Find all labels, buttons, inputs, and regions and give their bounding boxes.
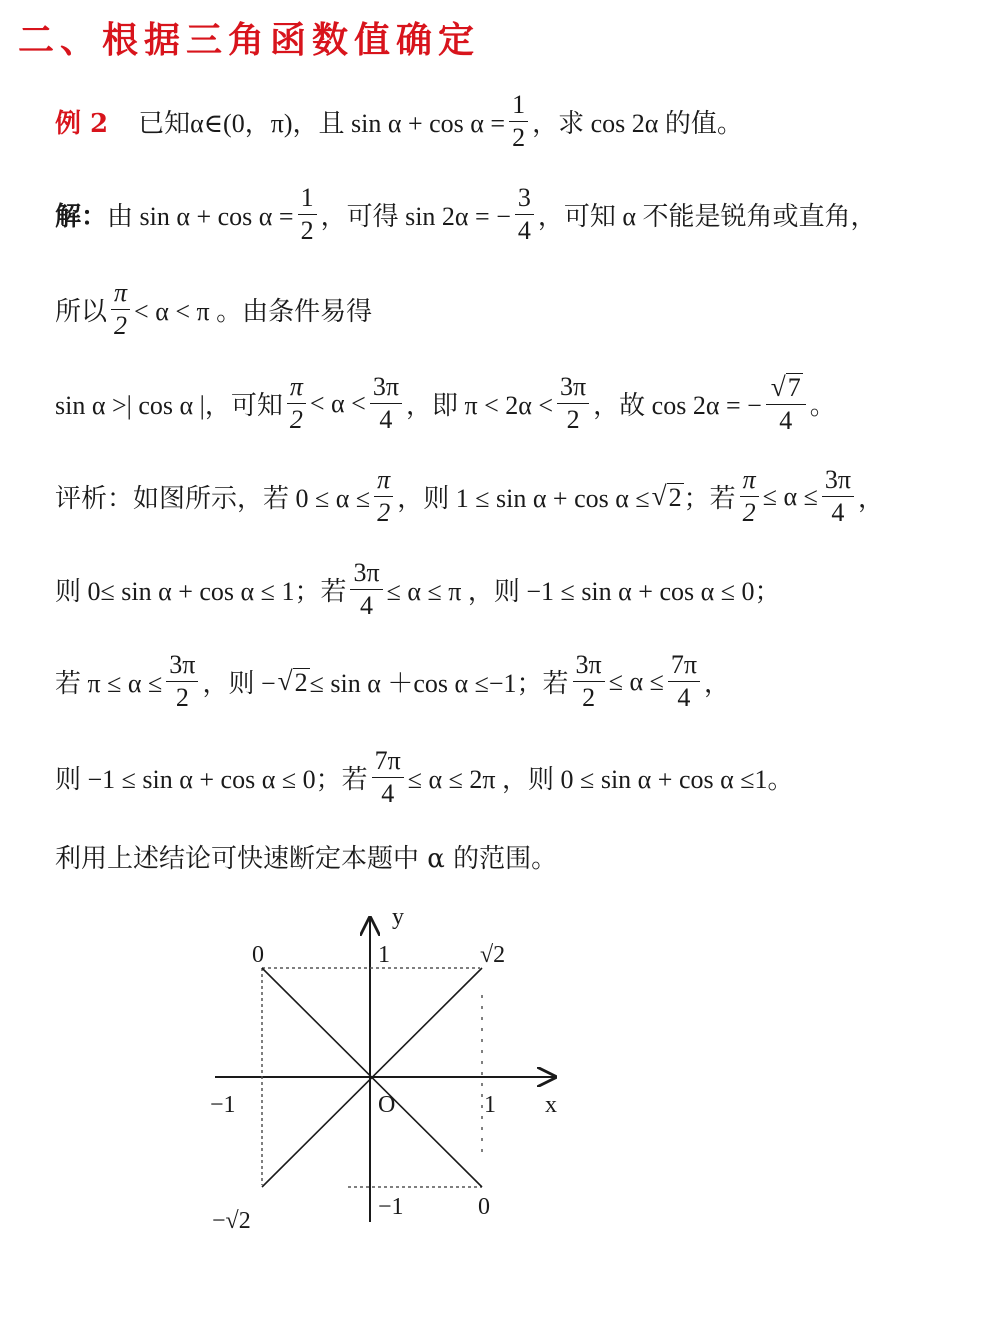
analysis1-text-4: ≤ α ≤ [762,481,818,511]
example-text-3: ，求 cos 2α 的值。 [532,109,743,138]
analysis-line-3 [55,652,730,711]
fraction: $\frac{\pi}{2}$ [287,374,306,433]
analysis-line-4 [55,748,794,807]
example-label: 例 2 [55,109,109,139]
line3-text-1: 所以 [55,297,108,327]
fraction: $\frac{1}{2}$ [509,92,528,151]
fraction: $\frac{1}{2}$ [298,185,317,244]
fraction: $\frac{7\pi}{4}$ [372,748,404,807]
analysis3-text-3: ≤ sin α ＋cos α ≤−1；若 [309,669,569,698]
line3-text-2: < α < π 。由条件易得 [134,297,373,326]
x-axis-label: x [545,1092,557,1118]
example-text-2: α∈(0，π)，且 sin α + cos α = [190,109,506,138]
section-title: 二、根据三角函数值确定 [18,19,481,61]
line4-text-4: ，故 cos 2α = − [593,391,762,420]
fraction: $\frac{3\pi}{4}$ [822,467,854,526]
right-label: 1 [484,1092,496,1118]
line4-text-2: < α < [309,388,366,418]
analysis3-text-5: ， [704,669,731,698]
analysis3-text-4: ≤ α ≤ [608,666,664,696]
line4-text-5: 。 [809,391,836,420]
fraction: $\frac{\pi}{2}$ [740,467,759,526]
top-left-label: 0 [252,942,264,968]
left-label: −1 [210,1092,236,1118]
fraction-sqrt: √ 7 4 [766,373,806,434]
analysis1-text-1: 评析：如图所示，若 0 ≤ α ≤ [55,484,371,513]
analysis1-text-2: ，则 1 ≤ sin α + cos α ≤ [397,484,650,513]
solution-text-3: ，可知 α 不能是锐角或直角， [537,202,877,231]
line4-text-1: sin α >| cos α |，可知 [55,391,283,420]
top-mid-label: 1 [378,942,390,968]
conclusion-text: 利用上述结论可快速断定本题中 α 的范围。 [55,844,558,874]
conclusion-line [55,838,557,875]
bottom-mid-label: −1 [378,1194,404,1220]
line4-text-3: ，即 π < 2α < [405,391,554,420]
y-axis-label: y [392,904,404,930]
analysis3-text-2: ，则 − [202,669,276,698]
origin-label: O [378,1092,396,1118]
fraction: $\frac{3\pi}{2}$ [573,652,605,711]
sqrt: √ 2 [651,481,682,512]
solution-label: 解： [55,202,108,232]
bottom-right-label: 0 [478,1194,490,1220]
solution-line-3 [55,280,372,339]
fraction: $\frac{3}{4}$ [515,185,534,244]
fraction: $\frac{\pi}{2}$ [374,467,393,526]
analysis3-text-1: 若 π ≤ α ≤ [55,669,163,698]
coordinate-figure [200,890,580,1240]
analysis-line-2 [55,560,781,619]
fraction: $\frac{7\pi}{4}$ [668,652,700,711]
solution-line [55,185,877,244]
analysis4-text-2: ≤ α ≤ 2π ，则 0 ≤ sin α + cos α ≤1。 [407,765,794,794]
example-line [55,92,743,151]
fraction: $\frac{3\pi}{2}$ [166,652,198,711]
fraction: $\frac{3\pi}{4}$ [370,374,402,433]
fraction: $\frac{3\pi}{4}$ [350,560,382,619]
bottom-left-label: −√2 [212,1208,251,1234]
analysis1-text-3: ；若 [683,484,736,513]
analysis-line-1 [55,467,884,526]
example-text-1: 已知 [138,109,191,139]
top-right-label: √2 [480,942,506,968]
fraction: $\frac{3\pi}{2}$ [557,374,589,433]
analysis2-text-2: ≤ α ≤ π ，则 −1 ≤ sin α + cos α ≤ 0； [386,577,781,606]
solution-text-1: 由 sin α + cos α = [107,202,294,231]
analysis4-text-1: 则 −1 ≤ sin α + cos α ≤ 0；若 [55,765,368,794]
fraction: $\frac{\pi}{2}$ [111,280,130,339]
analysis1-text-5: ， [858,484,885,513]
analysis2-text-1: 则 0≤ sin α + cos α ≤ 1；若 [55,577,347,606]
sqrt: √ 2 [277,666,308,697]
solution-line-4 [55,373,836,434]
solution-text-2: ，可得 sin 2α = − [320,202,511,231]
